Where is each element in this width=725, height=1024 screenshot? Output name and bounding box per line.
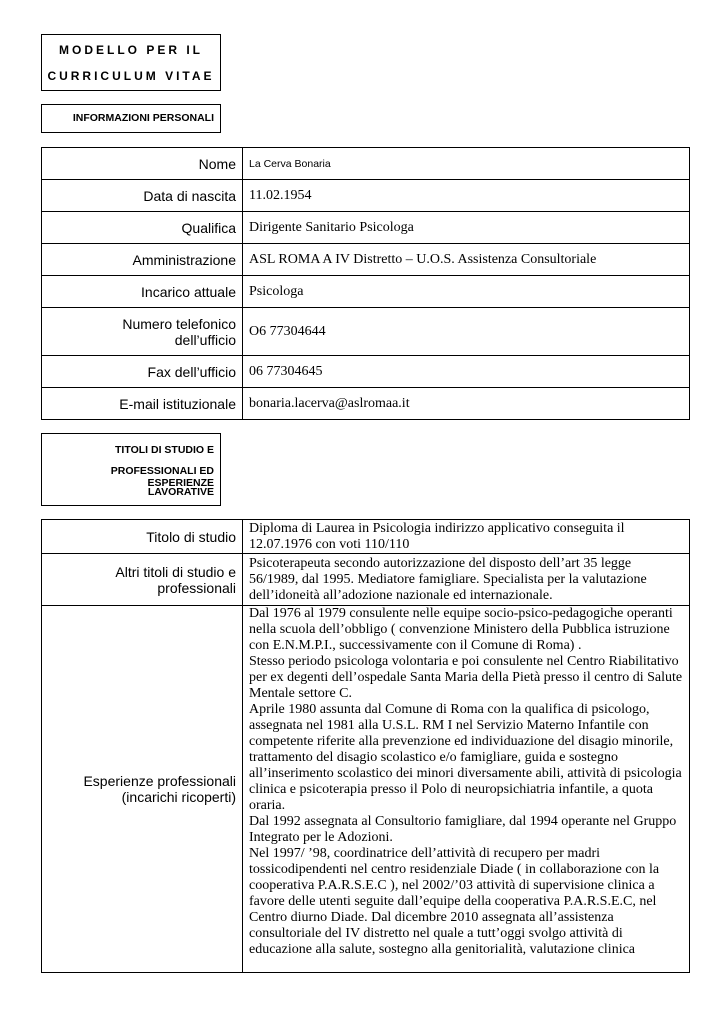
row-label-qualifica: Qualifica bbox=[42, 212, 243, 244]
studies-table bbox=[41, 519, 690, 973]
row-value-email: bonaria.lacerva@aslromaa.it bbox=[243, 388, 690, 420]
row-label-altri-titoli bbox=[42, 554, 243, 606]
cv-title-line1: MODELLO PER IL bbox=[59, 43, 203, 57]
row-value-fax: 06 77304645 bbox=[243, 356, 690, 388]
row-label-telefono-line1: Numero telefonico bbox=[122, 315, 236, 332]
personal-info-table bbox=[41, 147, 690, 420]
table-row bbox=[42, 388, 690, 420]
table-row bbox=[42, 180, 690, 212]
table-row bbox=[42, 520, 690, 554]
table-row bbox=[42, 244, 690, 276]
row-value-data-nascita: 11.02.1954 bbox=[243, 180, 690, 212]
row-label-telefono-line2: dell’ufficio bbox=[174, 331, 236, 348]
cv-title-box bbox=[41, 34, 221, 91]
row-value-qualifica: Dirigente Sanitario Psicologa bbox=[243, 212, 690, 244]
row-value-esperienze bbox=[243, 606, 690, 973]
row-label-altri-line1: Altri titoli di studio e bbox=[115, 563, 236, 580]
table-row bbox=[42, 356, 690, 388]
row-label-fax: Fax dell’ufficio bbox=[42, 356, 243, 388]
studies-heading-line2: PROFESSIONALI ED ESPERIENZE bbox=[110, 465, 214, 489]
studies-heading-line3: LAVORATIVE bbox=[147, 486, 214, 498]
esperienze-paragraph: Dal 1992 assegnata al Consultorio famigliare, dal 1994 operante nel Gruppo Integrato per le Adozioni. bbox=[249, 814, 677, 845]
studies-heading-box bbox=[41, 433, 221, 506]
row-value-altri-titoli: Psicoterapeuta secondo autorizzazione del disposto dell’art 35 legge 56/1989, dal 1995. Mediatore famigliare. Specialista per la valutazione dell’idoneità all’adozione nazionale ed internazionale. bbox=[243, 554, 690, 606]
row-label-titolo: Titolo di studio bbox=[42, 520, 243, 554]
row-value-amministrazione: ASL ROMA A IV Distretto – U.O.S. Assistenza Consultoriale bbox=[243, 244, 690, 276]
table-row bbox=[42, 148, 690, 180]
personal-info-heading-box bbox=[41, 104, 221, 133]
table-row bbox=[42, 276, 690, 308]
row-label-amministrazione: Amministrazione bbox=[42, 244, 243, 276]
esperienze-paragraph: Nel 1997/ ’98, coordinatrice dell’attività di recupero per madri tossicodipendenti nel centro residenziale Diade ( in collaborazione con la cooperativa P.A.R.S.E.C ), nel 2002/’03 attività di supervisione clinica a favore delle utenti seguite dall’equipe della cooperativa P.A.R.S.E.C, nel Centro diurno Diade. Dal dicembre 2010 assegnata all’assistenza consultoriale del IV distretto nel quale a tutt’oggi svolgo attività di educazione alla salute, sostegno alla genitorialità, valutazione clinica bbox=[249, 846, 660, 957]
cv-title-line2: CURRICULUM VITAE bbox=[47, 69, 215, 83]
row-value-telefono: O6 77304644 bbox=[243, 308, 690, 356]
row-value-nome: La Cerva Bonaria bbox=[243, 148, 690, 180]
esperienze-paragraph: Dal 1976 al 1979 consulente nelle equipe socio-psico-pedagogiche operanti nella scuola dell’obbligo ( convenzione Ministero della Pubblica istruzione con E.N.M.P.I., successivamente con il Comune di Roma) . bbox=[249, 606, 673, 653]
row-label-email: E-mail istituzionale bbox=[42, 388, 243, 420]
studies-heading-line1: TITOLI DI STUDIO E bbox=[115, 444, 214, 456]
row-label-data-nascita: Data di nascita bbox=[42, 180, 243, 212]
row-value-incarico: Psicologa bbox=[243, 276, 690, 308]
esperienze-paragraph: Aprile 1980 assunta dal Comune di Roma con la qualifica di psicologo, assegnata nel 1981 alla U.S.L. RM I nel Servizio Materno Infantile con competente riferite alla prevenzione ed individuazione del disagio minorile, trattamento del disagio scolastico e/o famigliare, guida e sostegno all’inserimento scolastico dei minori diversamente abili, attività di psicologia clinica e psicoterapia presso il Polo di neuropsichiatria infantile, a quota oraria. bbox=[249, 702, 682, 813]
row-label-altri-line2: professionali bbox=[157, 579, 236, 596]
row-label-nome: Nome bbox=[42, 148, 243, 180]
table-row bbox=[42, 212, 690, 244]
row-value-titolo: Diploma di Laurea in Psicologia indirizzo applicativo conseguita il 12.07.1976 con voti 110/110 bbox=[243, 520, 690, 554]
table-row bbox=[42, 554, 690, 606]
table-row bbox=[42, 308, 690, 356]
row-label-esperienze-line2: (incarichi ricoperti) bbox=[121, 789, 236, 805]
row-label-telefono bbox=[42, 308, 243, 356]
row-label-incarico: Incarico attuale bbox=[42, 276, 243, 308]
row-label-esperienze bbox=[42, 606, 243, 973]
esperienze-paragraph: Stesso periodo psicologa volontaria e poi consulente nel Centro Riabilitativo per ex degenti dell’ospedale Santa Maria della Pietà presso il centro di Salute Mentale settore C. bbox=[249, 654, 683, 701]
personal-info-heading: INFORMAZIONI PERSONALI bbox=[72, 112, 214, 124]
table-row bbox=[42, 606, 690, 973]
row-label-esperienze-line1: Esperienze professionali bbox=[83, 773, 236, 789]
